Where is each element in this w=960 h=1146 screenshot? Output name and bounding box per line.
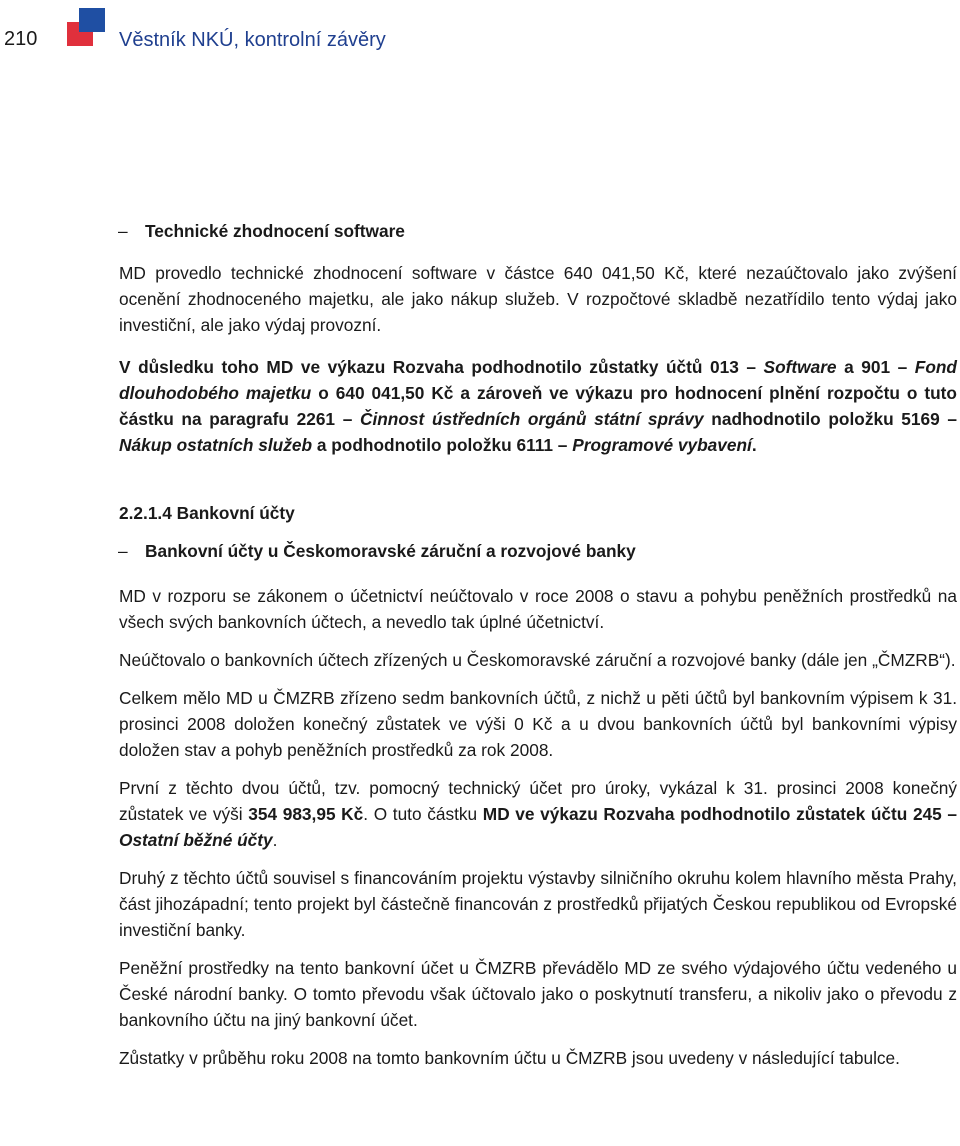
subheading-technical-improvement <box>119 218 957 244</box>
account-name: Ostatní běžné účty <box>119 830 273 850</box>
logo-blue-square <box>79 8 105 32</box>
paragraph: Druhý z těchto účtů souvisel s financováním projektu výstavby silničního okruhu kolem hlavního města Prahy, část jihozápadní; tento projekt byl částečně financován z prostředků přijatých Českou republikou od Evropské investiční banky. <box>119 868 957 940</box>
nku-logo <box>67 8 107 48</box>
item-name: Programové vybavení <box>572 435 752 455</box>
paragraph: Peněžní prostředky na tento bankovní účet u ČMZRB převádělo MD ze svého výdajového účtu vedeného u České národní banky. O tomto převodu však účtovalo jako o poskytnutí transferu, a nikoliv jako o převodu z bankovního účtu na jiný bankovní účet. <box>119 958 957 1030</box>
document-body <box>119 218 957 1071</box>
amount: 354 983,95 Kč <box>248 804 364 824</box>
account-name: Software <box>763 357 837 377</box>
account-name: Fond dlouhodobého majetku <box>119 357 957 403</box>
paragraph: Celkem mělo MD u ČMZRB zřízeno sedm bankovních účtů, z nichž u pěti účtů byl bankovním výpisem k 31. prosinci 2008 doložen konečný zůstatek ve výši 0 Kč a u dvou bankovních účtů byl bankovními výpisy doložen stav a pohyb peněžních prostředků za rok 2008. <box>119 688 957 760</box>
text-run: První z těchto dvou účtů, tzv. pomocný technický účet pro úroky, vykázal k 31. prosinci 2008 konečný zůstatek ve výši <box>119 778 957 824</box>
paragraph: Zůstatky v průběhu roku 2008 na tomto bankovním účtu u ČMZRB jsou uvedeny v následující tabulce. <box>119 1048 900 1068</box>
text-run: nadhodnotilo položku 5169 – <box>703 409 957 429</box>
paragraph-name: Činnost ústředních orgánů státní správy <box>359 409 704 429</box>
running-title: Věstník NKÚ, kontrolní závěry <box>119 29 386 51</box>
subheading-text: Technické zhodnocení software <box>145 221 405 241</box>
dash-bullet: – <box>118 221 128 241</box>
section-heading: 2.2.1.4 Bankovní účty <box>119 503 295 523</box>
text-run: . <box>272 830 278 850</box>
finding-text: MD ve výkazu Rozvaha podhodnotilo zůstatek účtu 245 – <box>482 804 958 824</box>
subheading-text: Bankovní účty u Českomoravské záruční a rozvojové banky <box>145 541 636 561</box>
paragraph: MD provedlo technické zhodnocení software v částce 640 041,50 Kč, které nezaúčtovalo jako zvýšení ocenění zhodnoceného majetku, ale jako nákup služeb. V rozpočtové skladbě nezatřídilo tento výdaj jako investiční, ale jako výdaj provozní. <box>119 263 957 335</box>
text-run: V důsledku toho MD ve výkazu Rozvaha podhodnotilo zůstatky účtů 013 – <box>119 357 764 377</box>
dash-bullet: – <box>118 541 128 561</box>
page-header <box>0 0 960 60</box>
finding-paragraph <box>119 354 957 458</box>
paragraph: MD v rozporu se zákonem o účetnictví neúčtovalo v roce 2008 o stavu a pohybu peněžních prostředků na všech svých bankovních účtech, a nevedlo tak úplné účetnictví. <box>119 586 957 632</box>
paragraph <box>119 775 957 853</box>
subheading-bank-accounts <box>119 538 957 564</box>
text-run: a podhodnotilo položku 6111 – <box>312 435 573 455</box>
text-run: o 640 041,50 Kč a zároveň ve výkazu pro hodnocení plnění rozpočtu o tuto částku na paragrafu 2261 – <box>119 383 957 429</box>
item-name: Nákup ostatních služeb <box>119 435 313 455</box>
text-run: . <box>751 435 757 455</box>
page-number: 210 <box>4 28 38 50</box>
text-run: a 901 – <box>836 357 915 377</box>
paragraph: Neúčtovalo o bankovních účtech zřízených u Českomoravské záruční a rozvojové banky (dále jen „ČMZRB“). <box>119 650 956 670</box>
text-run: . O tuto částku <box>363 804 483 824</box>
